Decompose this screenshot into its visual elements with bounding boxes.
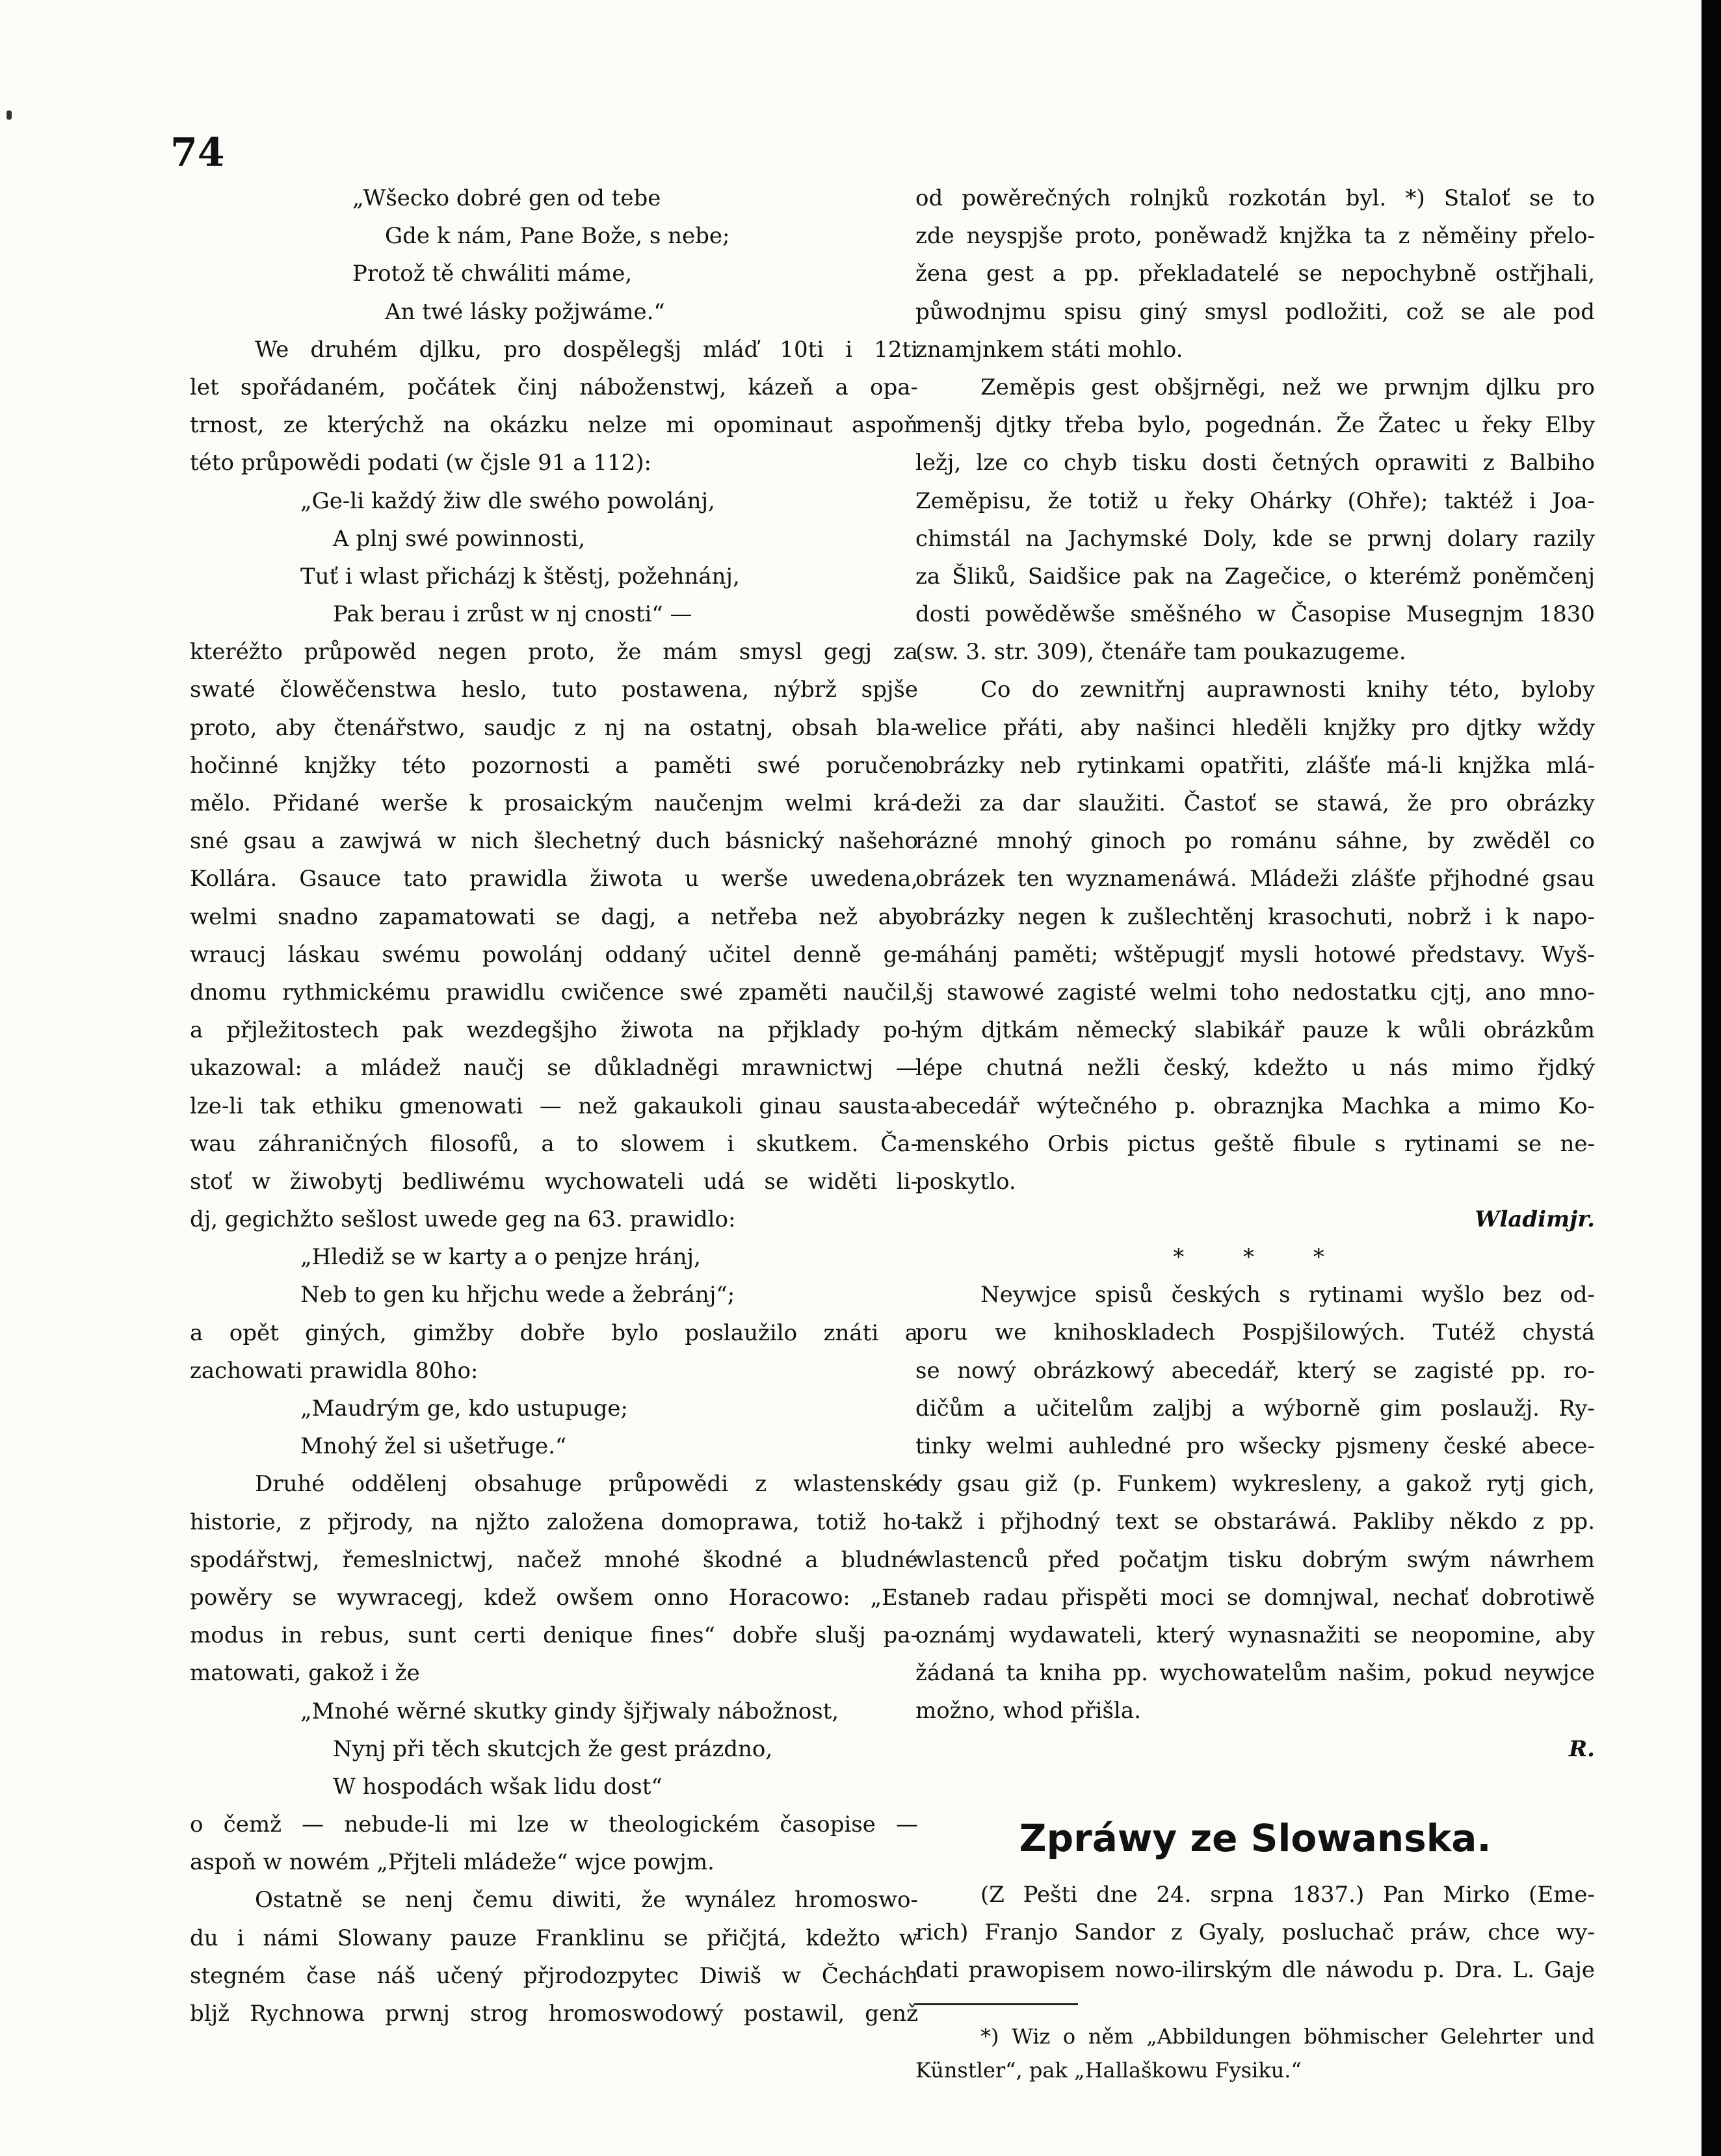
- left-column-line: dj, gegichžto sešlost uwede geg na 63. prawidlo:: [190, 1206, 736, 1233]
- right-column-line: znamjnkem státi mohlo.: [915, 336, 1183, 363]
- right-column-line: zde neyspjše proto, poněwadž knjžka ta z něměiny přelo-: [915, 223, 1595, 250]
- left-column-line: lze-li tak ethiku gmenowati — než gakaukoli ginau sausta-: [190, 1093, 918, 1119]
- left-column-line: a opět giných, gimžby dobře bylo poslaužilo znáti a: [190, 1319, 918, 1346]
- right-column-line: abecedář wýtečného p. obraznjka Machka a mimo Ko-: [915, 1093, 1595, 1119]
- left-column-line: W hospodách wšak lidu dost“: [333, 1773, 663, 1800]
- right-column-line: dosti powěděwše směšného w Časopise Musegnjm 1830: [915, 601, 1595, 628]
- right-column-line: půwodnjmu spisu giný smysl podložiti, což se ale pod: [915, 298, 1595, 325]
- left-column-line: proto, aby čtenářstwo, saudjc z nj na ostatnj, obsah bla-: [190, 714, 918, 741]
- left-column-line: této průpowědi podati (w čjsle 91 a 112):: [190, 450, 651, 476]
- left-column-line: A plnj swé powinnosti,: [333, 525, 585, 552]
- left-column-line: Nynj při těch skutcjch že gest prázdno,: [333, 1735, 773, 1762]
- footnote-rule: [915, 2003, 1078, 2005]
- signature-wladimir: Wladimjr.: [1475, 1206, 1595, 1233]
- left-column-line: o čemž — nebude-li mi lze w theologickém časopise —: [190, 1812, 918, 1838]
- left-column-line: Gde k nám, Pane Bože, s nebe;: [385, 223, 730, 250]
- right-column-line: poskytlo.: [915, 1168, 1016, 1195]
- left-column-line: zachowati prawidla 80ho:: [190, 1357, 479, 1384]
- left-column-line: Kollára. Gsauce tato prawidla žiwota u werše uwedena,: [190, 866, 918, 892]
- left-column-line: „Mnohé wěrné skutky gindy šjřjwaly nábožnost,: [300, 1698, 839, 1724]
- left-column-line: We druhém djlku, pro dospělegšj mláď 10ti i 12ti: [255, 336, 918, 363]
- left-column-line: Neb to gen ku hřjchu wede a žebránj“;: [300, 1282, 735, 1308]
- right-column-3-line: (Z Pešti dne 24. srpna 1837.) Pan Mirko (Eme-: [980, 1881, 1595, 1908]
- margin-mark: [7, 110, 12, 120]
- signature-r: R.: [1568, 1735, 1595, 1762]
- right-column-3-line: rich) Franjo Sandor z Gyaly, posluchač práw, chce wy-: [915, 1919, 1595, 1945]
- right-column-line: chimstál na Jachymské Doly, kde se prwnj dolary razily: [915, 525, 1595, 552]
- left-column-line: „Wšecko dobré gen od tebe: [352, 185, 661, 211]
- right-column-line: (sw. 3. str. 309), čtenáře tam poukazugeme.: [915, 639, 1406, 666]
- left-column-line: modus in rebus, sunt certi denique fines“ dobře slušj pa-: [190, 1622, 918, 1649]
- right-column-line: od powěrečných rolnjků rozkotán byl. *) Staloť se to: [915, 185, 1595, 211]
- left-column-line: ukazowal: a mládež naučj se důkladněgi mrawnictwj —: [190, 1055, 918, 1082]
- right-column-line: za Šliků, Saidšice pak na Zagečice, o kterémž poněmčenj: [915, 563, 1595, 590]
- left-column-line: sné gsau a zawjwá w nich šlechetný duch básnický našeho: [190, 828, 918, 855]
- right-column-2-line: Neywjce spisů českých s rytinami wyšlo bez od-: [980, 1282, 1595, 1308]
- right-column-2-line: žádaná ta kniha pp. wychowatelům našim, pokud neywjce: [915, 1660, 1595, 1687]
- right-column-line: Zeměpis gest obšjrněgi, než we prwnjm djlku pro: [980, 374, 1595, 400]
- right-column-2-line: wlastenců před počatjm tisku dobrým swým náwrhem: [915, 1546, 1595, 1573]
- right-column-2-line: se nowý obrázkowý abecedář, který se zagisté pp. ro-: [915, 1357, 1595, 1384]
- right-column-2-line: tinky welmi auhledné pro wšecky pjsmeny české abece-: [915, 1433, 1595, 1459]
- left-column-line: welmi snadno zapamatowati se dagj, a netřeba než aby: [190, 903, 918, 930]
- left-column-line: bljž Rychnowa prwnj strog hromoswodowý postawil, genž: [190, 2001, 918, 2027]
- left-column-line: Druhé oddělenj obsahuge průpowědi z wlastenské: [255, 1471, 918, 1498]
- right-column-line: šj stawowé zagisté welmi toho nedostatku cjtj, ano mno-: [915, 979, 1595, 1006]
- left-column-line: mělo. Přidané werše k prosaickým naučenjm welmi krá-: [190, 790, 918, 816]
- left-column-line: matowati, gakož i že: [190, 1660, 420, 1687]
- left-column-line: An twé lásky požjwáme.“: [385, 298, 665, 325]
- left-column-line: stoť w žiwobytj bedliwému wychowateli udá se widěti li-: [190, 1168, 918, 1195]
- left-column-line: hočinné knjžky této pozornosti a paměti swé poručen: [190, 752, 918, 779]
- left-column-line: swaté člowěčenstwa heslo, tuto postawena, nýbrž spjše: [190, 677, 918, 703]
- left-column: [190, 179, 918, 2033]
- right-column-line: menšj djtky třeba bylo, pogednán. Že Žatec u řeky Elby: [915, 412, 1595, 439]
- left-column-line: let spořádaném, počátek činj náboženstwj, kázeň a opa-: [190, 374, 918, 400]
- right-column-2-line: takž i přjhodný text se obstaráwá. Pakliby někdo z pp.: [915, 1509, 1595, 1535]
- right-column-line: deži za dar slaužiti. Častoť se stawá, že pro obrázky: [915, 790, 1595, 816]
- right-column-2-line: dy gsau giž (p. Funkem) wykresleny, a gakož rytj gich,: [915, 1471, 1595, 1498]
- right-column-line: ležj, lze co chyb tisku dosti četných oprawiti z Balbiho: [915, 450, 1595, 476]
- left-column-line: stegném čase náš učený přjrodozpytec Diwiš w Čechách: [190, 1962, 918, 1989]
- footnote-line: Künstler“, pak „Hallaškowu Fysiku.“: [915, 2058, 1302, 2083]
- left-column-line: powěry se wywracegj, kdež owšem onno Horacowo: „Est: [190, 1584, 918, 1611]
- right-column-line: obrázek ten wyznamenáwá. Mládeži zlášťe přjhodné gsau: [915, 866, 1595, 892]
- left-column-line: a přjležitostech pak wezdegšjho žiwota na přjklady po-: [190, 1017, 918, 1044]
- right-column-line: rázné mnohý ginoch po románu sáhne, by zwěděl co: [915, 828, 1595, 855]
- right-column-2-line: aneb radau přispěti moci se domnjwal, nechať dobrotiwě: [915, 1584, 1595, 1611]
- asterism: * * *: [1173, 1244, 1350, 1271]
- left-column-line: aspoň w nowém „Přjteli mládeže“ wjce powjm.: [190, 1849, 715, 1876]
- left-column-line: historie, z přjrody, na njžto založena domoprawa, totiž ho-: [190, 1509, 918, 1535]
- left-column-line: „Maudrým ge, kdo ustupuge;: [300, 1396, 628, 1422]
- left-column-line: Mnohý žel si ušetřuge.“: [300, 1433, 567, 1460]
- left-column-line: du i námi Slowany pauze Franklinu se přičjtá, kdežto w: [190, 1925, 918, 1951]
- right-column-2-line: oznámj wydawateli, který wynasnažiti se neopomine, aby: [915, 1622, 1595, 1648]
- right-column-line: hým djtkám německý slabikář pauze k wůli obrázkům: [915, 1017, 1595, 1044]
- left-column-line: Tuť i wlast přicházj k štěstj, požehnánj,: [300, 563, 740, 590]
- right-column-line: welice přáti, aby našinci hleděli knjžky pro djtky wždy: [915, 714, 1595, 741]
- left-column-line: Pak berau i zrůst w nj cnosti“ —: [333, 601, 692, 628]
- right-column-line: lépe chutná nežli český, kdežto u nás mimo řjdký: [915, 1055, 1595, 1082]
- left-column-line: Protož tě chwáliti máme,: [352, 261, 633, 287]
- left-column-line: spodářstwj, řemeslnictwj, načež mnohé škodné a bludné: [190, 1546, 918, 1573]
- right-column: [915, 179, 1595, 2087]
- left-column-line: dnomu rythmickému prawidlu cwičence swé zpaměti naučil,: [190, 979, 918, 1006]
- right-column-2-line: možno, whod přišla.: [915, 1698, 1141, 1724]
- right-column-line: menského Orbis pictus geště fibule s rytinami se ne-: [915, 1130, 1595, 1157]
- right-column-2-line: dičům a učitelům zaljbj a wýborně gim poslaužj. Ry-: [915, 1395, 1595, 1422]
- footnote-line: *) Wiz o něm „Abbildungen böhmischer Gelehrter und: [980, 2024, 1595, 2049]
- left-column-line: wraucj láskau swému powolánj oddaný učitel denně ge-: [190, 941, 918, 968]
- left-column-line: „Ge-li každý žiw dle swého powolánj,: [300, 487, 715, 514]
- right-column-2-line: poru we knihoskladech Pospjšilowých. Tutéž chystá: [915, 1319, 1595, 1346]
- right-column-line: Zeměpisu, že totiž u řeky Ohárky (Ohře); taktéž i Joa-: [915, 487, 1595, 514]
- right-column-line: žena gest a pp. překladatelé se nepochybně ostřjhali,: [915, 261, 1595, 287]
- right-column-line: obrázky neb rytinkami opatřiti, zlášťe má-li knjžka mlá-: [915, 752, 1595, 779]
- right-column-line: obrázky negen k zušlechtěnj krasochuti, nobrž i k napo-: [915, 903, 1595, 930]
- right-column-line: Co do zewnitřnj auprawnosti knihy této, byloby: [980, 677, 1595, 703]
- right-column-3-line: dati prawopisem nowo-ilirským dle náwodu p. Dra. L. Gaje: [915, 1957, 1595, 1984]
- section-title: Zpráwy ze Slowanska.: [1019, 1815, 1491, 1860]
- left-column-line: Ostatně se nenj čemu diwiti, že wynález hromoswo-: [255, 1887, 918, 1914]
- left-column-line: kteréžto průpowěd negen proto, že mám smysl gegj za: [190, 639, 918, 666]
- page-number: 74: [170, 130, 225, 175]
- right-column-line: máhánj paměti; wštěpugjť mysli hotowé představy. Wyš-: [915, 941, 1595, 968]
- left-column-line: „Hlediž se w karty a o penjze hránj,: [300, 1244, 701, 1271]
- left-column-line: trnost, ze kterýchž na okázku nelze mi opominaut aspoň: [190, 412, 918, 439]
- left-column-line: wau záhraničných filosofů, a to slowem i skutkem. Ča-: [190, 1130, 918, 1157]
